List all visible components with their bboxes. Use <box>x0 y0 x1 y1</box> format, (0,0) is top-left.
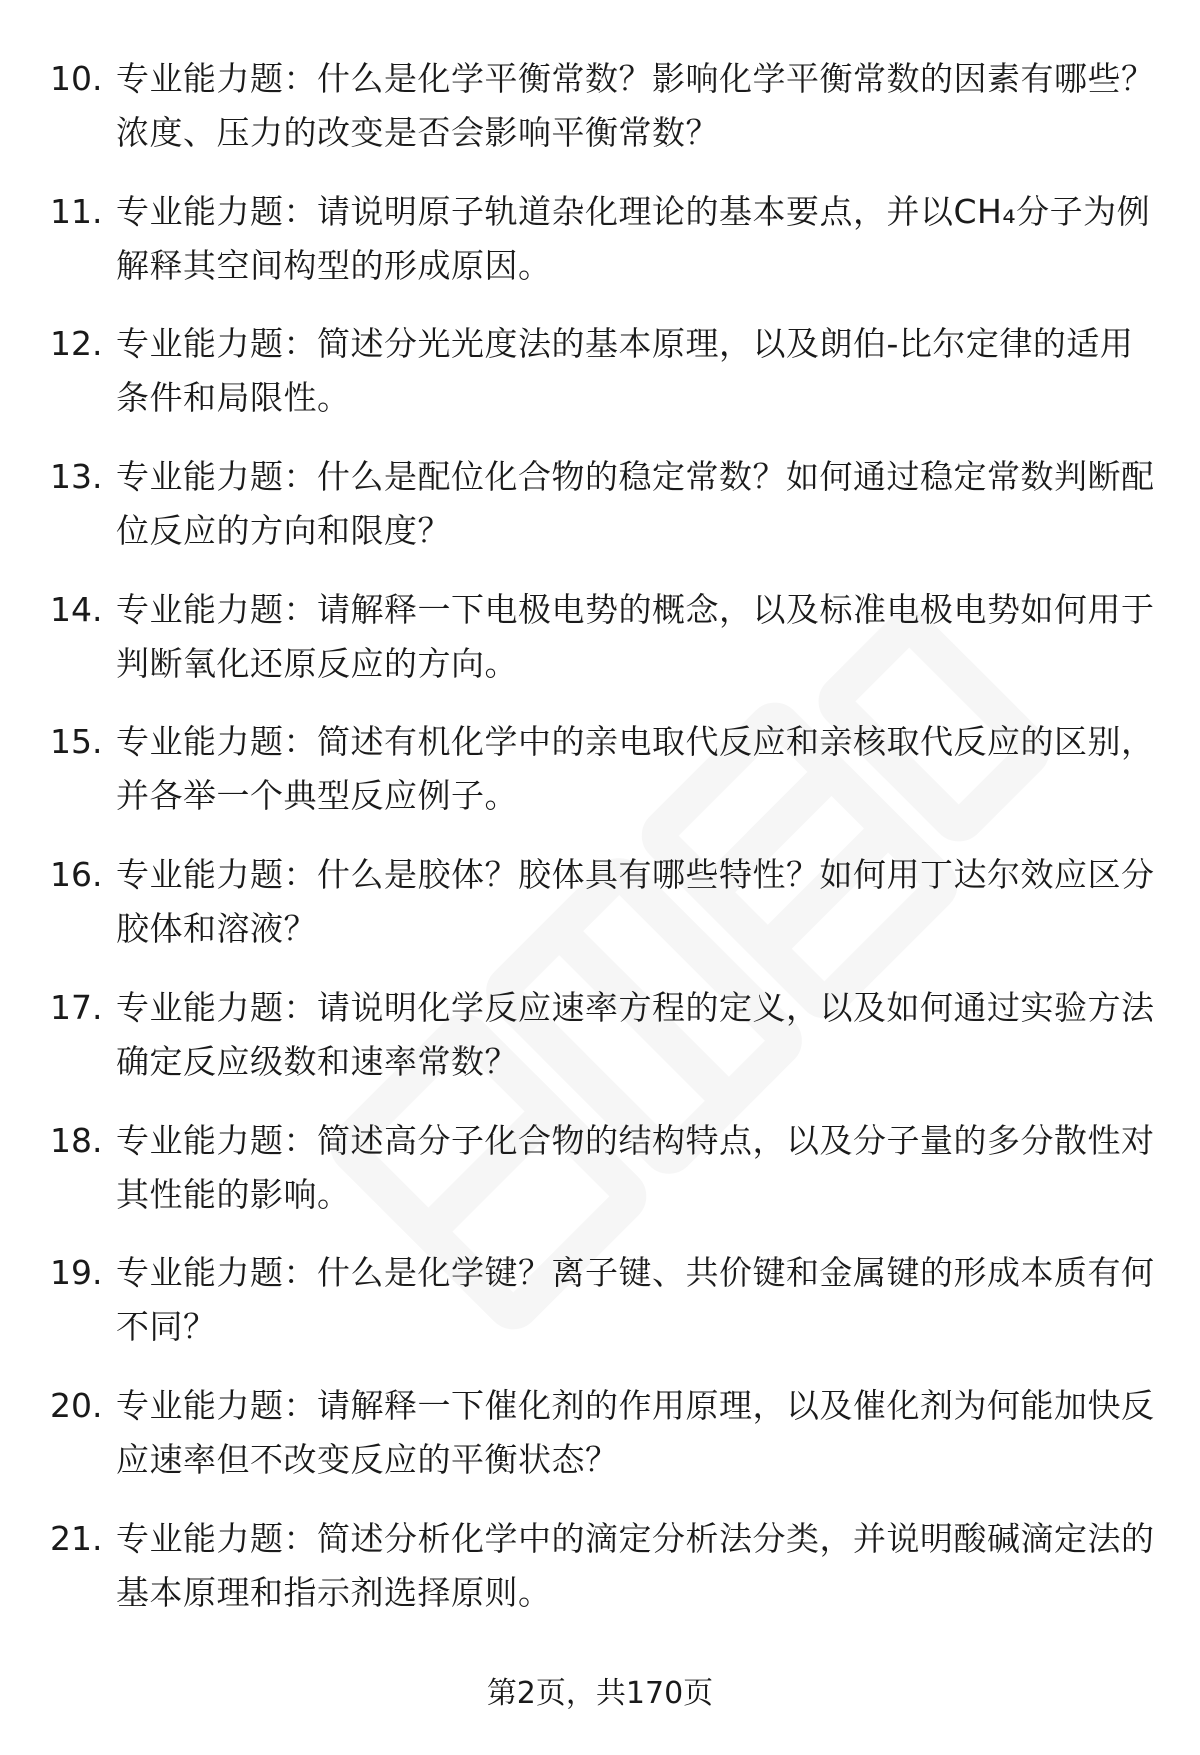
question-item <box>50 185 1160 318</box>
question-text: 专业能力题：简述分光光度法的基本原理，以及朗伯-比尔定律的适用条件和局限性。 <box>116 324 1134 418</box>
question-number: 14. <box>50 589 103 629</box>
question-number: 15. <box>50 722 103 762</box>
question-number: 19. <box>50 1253 103 1293</box>
question-item <box>50 1114 1160 1247</box>
question-text: 专业能力题：简述高分子化合物的结构特点，以及分子量的多分散性对其性能的影响。 <box>116 1120 1155 1214</box>
question-item <box>50 1246 1160 1379</box>
question-item <box>50 583 1160 716</box>
question-text: 专业能力题：请说明化学反应速率方程的定义，以及如何通过实验方法确定反应级数和速率常数？ <box>116 987 1155 1081</box>
question-number: 11. <box>50 191 103 231</box>
question-text: 专业能力题：什么是化学键？离子键、共价键和金属键的形成本质有何不同？ <box>116 1253 1155 1347</box>
question-number: 16. <box>50 855 103 895</box>
question-item <box>50 981 1160 1114</box>
question-number: 18. <box>50 1120 103 1160</box>
question-item <box>50 52 1160 185</box>
question-text: 专业能力题：简述分析化学中的滴定分析法分类，并说明酸碱滴定法的基本原理和指示剂选择原则。 <box>116 1518 1155 1612</box>
question-item <box>50 848 1160 981</box>
question-text: 专业能力题：请解释一下电极电势的概念，以及标准电极电势如何用于判断氧化还原反应的方向。 <box>116 589 1155 683</box>
question-number: 12. <box>50 324 103 364</box>
question-text: 专业能力题：什么是胶体？胶体具有哪些特性？如何用丁达尔效应区分胶体和溶液？ <box>116 855 1155 949</box>
page-indicator: 第2页，共170页 <box>486 1676 714 1711</box>
question-text: 专业能力题：请说明原子轨道杂化理论的基本要点，并以CH₄分子为例解释其空间构型的形成原因。 <box>116 191 1151 285</box>
question-number: 17. <box>50 987 103 1027</box>
question-item <box>50 715 1160 848</box>
question-item <box>50 450 1160 583</box>
question-number: 10. <box>50 59 103 98</box>
question-text: 专业能力题：什么是配位化合物的稳定常数？如何通过稳定常数判断配位反应的方向和限度？ <box>116 457 1155 551</box>
question-text: 专业能力题：简述有机化学中的亲电取代反应和亲核取代反应的区别，并各举一个典型反应例子。 <box>116 722 1155 816</box>
question-number: 13. <box>50 457 103 497</box>
question-number: 20. <box>50 1385 103 1425</box>
question-item <box>50 317 1160 450</box>
question-list <box>50 52 1160 1644</box>
question-item <box>50 1512 1160 1645</box>
question-text: 专业能力题：什么是化学平衡常数？影响化学平衡常数的因素有哪些？浓度、压力的改变是否会影响平衡常数？ <box>116 59 1155 152</box>
question-text: 专业能力题：请解释一下催化剂的作用原理，以及催化剂为何能加快反应速率但不改变反应的平衡状态？ <box>116 1385 1155 1479</box>
question-item <box>50 1379 1160 1512</box>
question-number: 21. <box>50 1518 103 1558</box>
